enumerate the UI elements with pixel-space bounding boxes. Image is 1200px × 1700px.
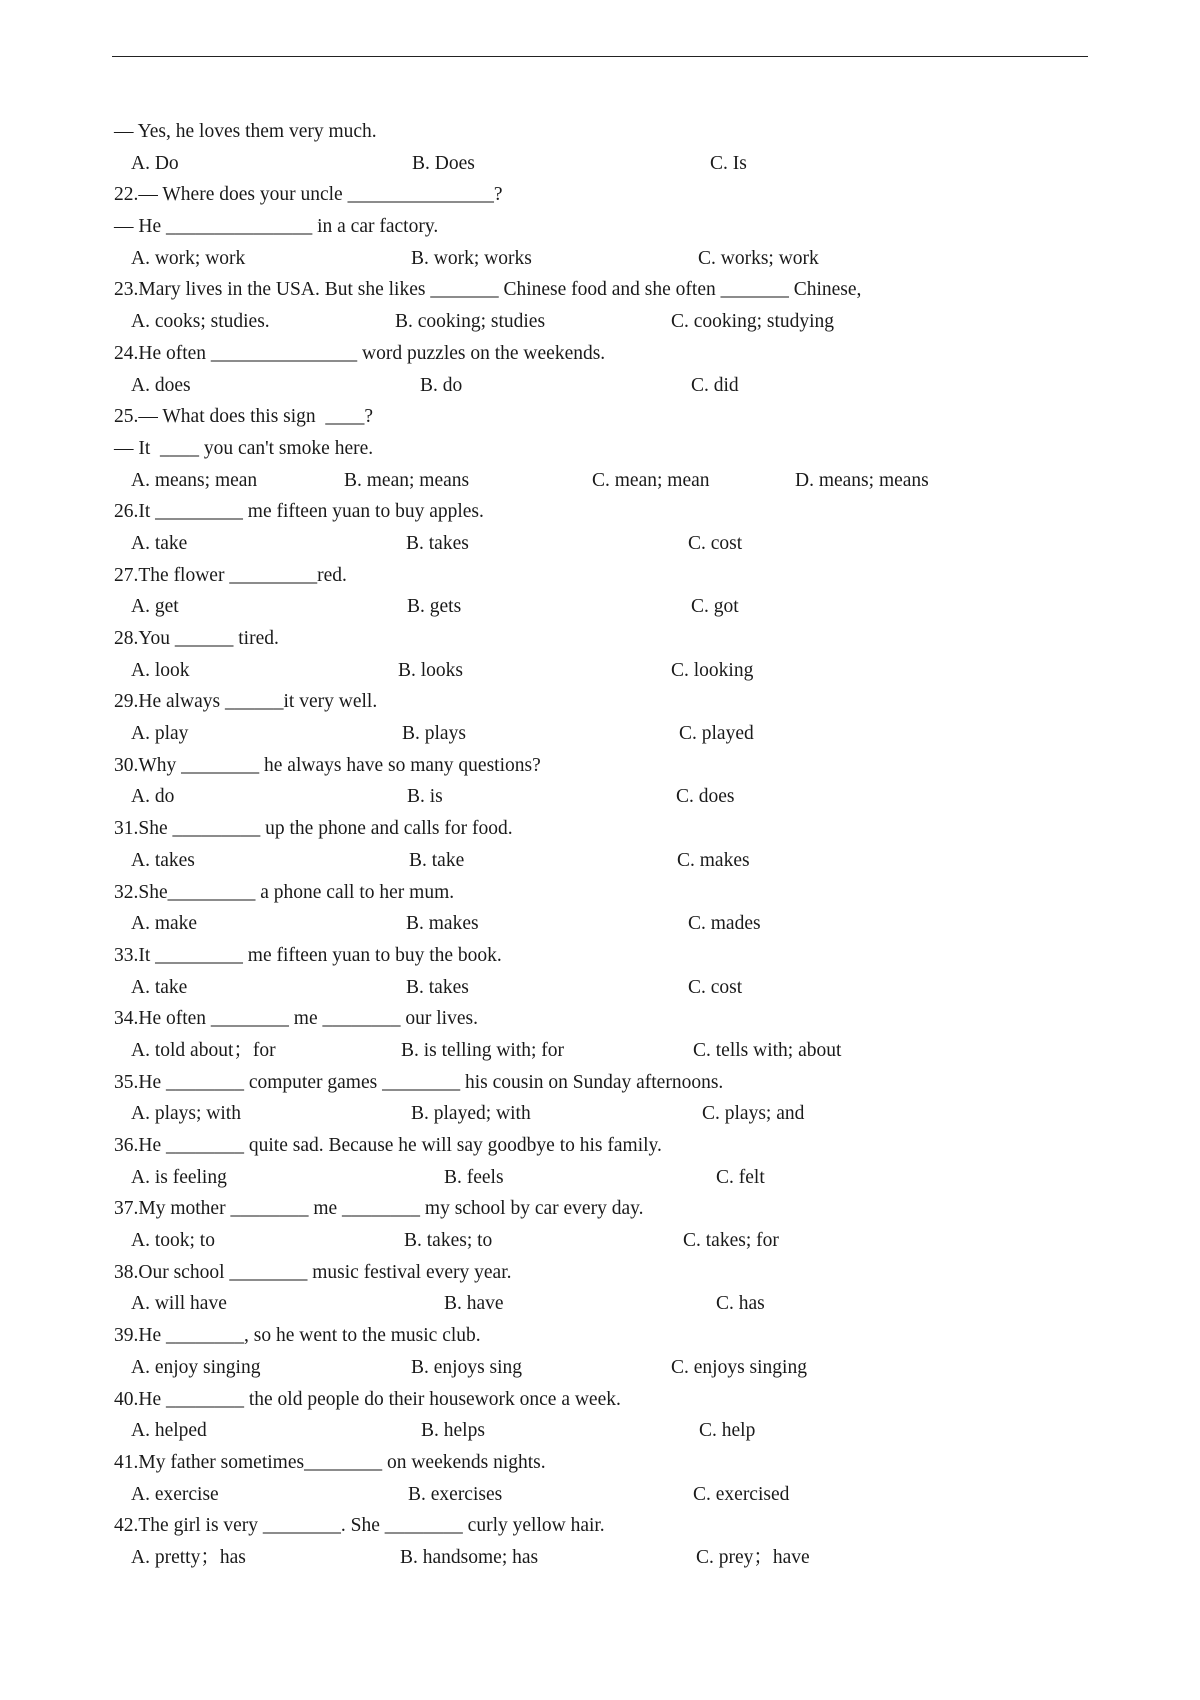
options-row [114, 1162, 1094, 1194]
option-b: B. enjoys sing [411, 1356, 523, 1378]
option-b: B. handsome; has [400, 1546, 539, 1568]
question-26-stem: 26.It _________ me fifteen yuan to buy apples. [114, 501, 484, 523]
option-c: C. has [716, 1293, 765, 1315]
option-c: C. help [699, 1420, 756, 1442]
option-b: B. looks [398, 659, 464, 681]
options-row [114, 306, 1094, 338]
options-row [114, 243, 1094, 275]
option-c: C. looking [671, 659, 754, 681]
options-row [114, 591, 1094, 623]
question-28-stem: 28.You ______ tired. [114, 628, 279, 649]
option-a: A. look [131, 659, 190, 681]
question-22-stem: 22.— Where does your uncle _______________? [114, 184, 503, 206]
option-a: A. get [131, 596, 179, 618]
options-row [114, 465, 1094, 497]
option-c: C. exercised [693, 1483, 790, 1505]
option-b: B. gets [407, 596, 462, 618]
option-c: C. cost [688, 532, 743, 554]
option-b: B. is [407, 786, 443, 808]
options-row [114, 718, 1094, 750]
option-c: C. prey；have [696, 1546, 810, 1568]
options-row [114, 655, 1094, 687]
text-line: — He _______________ in a car factory. [114, 216, 439, 238]
option-c: C. does [676, 786, 735, 808]
option-b: B. mean; means [344, 469, 470, 491]
option-c: C. plays; and [702, 1103, 805, 1125]
question-31-stem: 31.She _________ up the phone and calls for food. [114, 818, 513, 840]
option-c: C. takes; for [683, 1230, 779, 1252]
options-row [114, 1479, 1094, 1511]
option-c: C. cost [688, 976, 743, 998]
question-35-stem: 35.He ________ computer games ________ his cousin on Sunday afternoons. [114, 1071, 724, 1093]
option-b: B. takes [406, 532, 469, 554]
option-b: B. helps [421, 1420, 485, 1442]
option-c: C. tells with; about [693, 1039, 842, 1061]
option-b: B. have [444, 1293, 504, 1315]
question-34-stem: 34.He often ________ me ________ our lives. [114, 1008, 478, 1030]
option-c: C. did [691, 374, 739, 396]
question-39-stem: 39.He ________, so he went to the music club. [114, 1325, 481, 1347]
question-27-stem: 27.The flower _________red. [114, 564, 347, 586]
option-c: C. works; work [698, 247, 819, 269]
options-row [114, 1225, 1094, 1257]
option-b: B. takes [406, 976, 469, 998]
options-row [114, 845, 1094, 877]
option-b: B. take [409, 849, 465, 871]
question-32-stem: 32.She_________ a phone call to her mum. [114, 881, 455, 903]
option-a: A. play [131, 723, 189, 745]
text-line: — Yes, he loves them very much. [114, 121, 377, 142]
options-row [114, 972, 1094, 1004]
option-b: B. is telling with; for [401, 1039, 565, 1061]
question-30-stem: 30.Why ________ he always have so many questions? [114, 754, 541, 776]
options-row [114, 1288, 1094, 1320]
option-a: A. means; mean [131, 469, 258, 491]
option-c: C. Is [710, 152, 747, 174]
option-c: C. mean; mean [592, 469, 710, 491]
option-a: A. exercise [131, 1483, 219, 1505]
option-a: A. plays; with [131, 1103, 241, 1125]
option-c: C. felt [716, 1166, 765, 1188]
question-23-stem: 23.Mary lives in the USA. But she likes _______ Chinese food and she often _______ Chinese, [114, 279, 862, 301]
option-b: B. takes; to [404, 1230, 493, 1252]
option-b: B. work; works [411, 247, 532, 269]
option-b: B. feels [444, 1166, 504, 1188]
option-a: A. helped [131, 1420, 207, 1442]
question-40-stem: 40.He ________ the old people do their housework once a week. [114, 1388, 621, 1410]
option-a: A. do [131, 786, 175, 808]
options-row [114, 1415, 1094, 1447]
option-a: A. work; work [131, 247, 246, 269]
option-a: A. enjoy singing [131, 1356, 261, 1378]
options-row [114, 1352, 1094, 1384]
option-b: B. played; with [411, 1103, 531, 1125]
question-list [114, 116, 1094, 1574]
option-c: C. cooking; studying [671, 311, 835, 333]
option-b: B. do [420, 374, 463, 396]
question-36-stem: 36.He ________ quite sad. Because he will say goodbye to his family. [114, 1135, 662, 1156]
options-row [114, 1035, 1094, 1067]
option-a: A. is feeling [131, 1166, 227, 1188]
options-row [114, 908, 1094, 940]
option-a: A. make [131, 913, 198, 935]
question-41-stem: 41.My father sometimes________ on weekends nights. [114, 1451, 546, 1473]
option-b: B. cooking; studies [395, 311, 546, 333]
option-a: A. take [131, 976, 188, 998]
option-a: A. told about；for [131, 1039, 276, 1061]
option-a: A. pretty；has [131, 1546, 246, 1568]
option-a: A. took; to [131, 1230, 215, 1252]
question-29-stem: 29.He always ______it very well. [114, 691, 378, 713]
option-a: A. takes [131, 849, 195, 871]
question-24-stem: 24.He often _______________ word puzzles on the weekends. [114, 342, 606, 364]
option-c: C. played [679, 723, 754, 745]
question-37-stem: 37.My mother ________ me ________ my school by car every day. [114, 1198, 644, 1220]
options-row [114, 370, 1094, 402]
option-c: C. enjoys singing [671, 1356, 807, 1378]
options-row [114, 1098, 1094, 1130]
option-c: C. makes [677, 849, 750, 871]
text-line: — It ____ you can't smoke here. [114, 437, 374, 459]
option-b: B. Does [412, 152, 475, 174]
options-row [114, 148, 1094, 180]
question-42-stem: 42.The girl is very ________. She ________ curly yellow hair. [114, 1515, 605, 1537]
option-a: A. will have [131, 1293, 227, 1315]
options-row [114, 1542, 1094, 1574]
option-a: A. cooks; studies. [131, 311, 270, 333]
option-a: A. does [131, 374, 191, 396]
option-b: B. plays [402, 723, 466, 745]
option-c: C. mades [688, 913, 761, 935]
option-d: D. means; means [795, 469, 929, 491]
question-33-stem: 33.It _________ me fifteen yuan to buy the book. [114, 944, 502, 966]
option-b: B. exercises [408, 1483, 503, 1505]
option-c: C. got [691, 596, 739, 618]
question-38-stem: 38.Our school ________ music festival every year. [114, 1261, 512, 1283]
option-a: A. take [131, 532, 188, 554]
option-b: B. makes [406, 913, 479, 935]
options-row [114, 528, 1094, 560]
question-25-stem: 25.— What does this sign ____? [114, 406, 374, 428]
options-row [114, 781, 1094, 813]
header-rule [112, 56, 1088, 57]
option-a: A. Do [131, 152, 179, 174]
